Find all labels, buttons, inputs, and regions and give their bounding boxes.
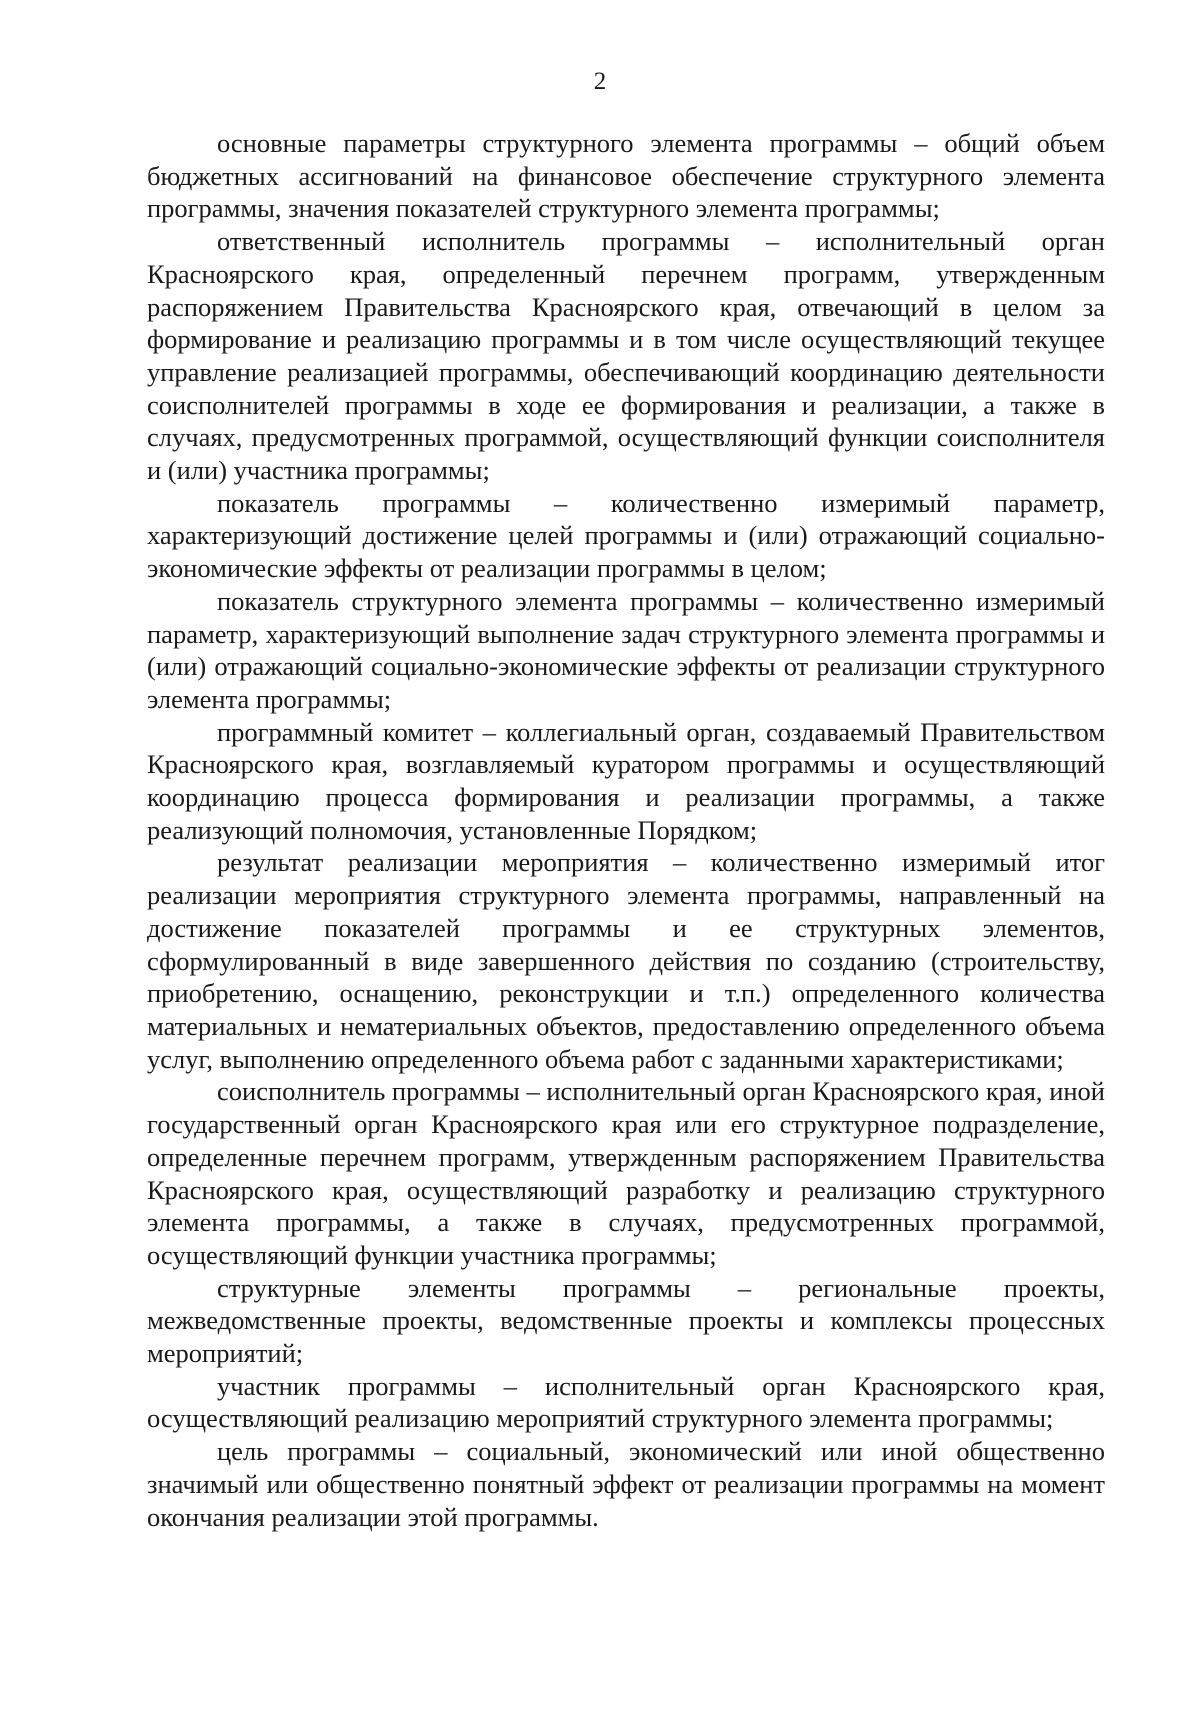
paragraph-program-committee: программный комитет – коллегиальный орган, создаваемый Правительством Красноярского края, возглавляемый куратором программы и осуществляющий координацию процесса формирования и реализации программы, а также реализующий полномочия, установленные Порядком;: [147, 716, 1105, 845]
paragraph-co-executor: соисполнитель программы – исполнительный орган Красноярского края, иной государственный орган Красноярского края или его структурное подразделение, определенные перечнем программ, утвержденным распоряжением Правительства Красноярского края, осуществляющий разработку и реализацию структурного элемента программы, а также в случаях, предусмотренных программой, осуществляющий функции участника программы;: [147, 1076, 1105, 1270]
paragraph-program-participant: участник программы – исполнительный орган Красноярского края, осуществляющий реализацию мероприятий структурного элемента программы;: [147, 1370, 1105, 1434]
paragraph-structural-element-indicator: показатель структурного элемента программы – количественно измеримый параметр, характеризующий выполнение задач структурного элемента программы и (или) отражающий социально-экономические эффекты от реализации структурного элемента программы;: [147, 585, 1105, 714]
paragraph-measure-result: результат реализации мероприятия – количественно измеримый итог реализации мероприятия структурного элемента программы, направленный на достижение показателей программы и ее структурных элементов, сформулированный в виде завершенного действия по созданию (строительству, приобретению, оснащению, реконструкции и т.п.) определенного количества материальных и нематериальных объектов, предоставлению определенного объема услуг, выполнению определенного объема работ с заданными характеристиками;: [147, 847, 1105, 1074]
document-body: [147, 127, 1105, 1533]
paragraph-program-indicator: показатель программы – количественно измеримый параметр, характеризующий достижение целей программы и (или) отражающий социально-экономические эффекты от реализации программы в целом;: [147, 487, 1105, 584]
paragraph-program-goal: цель программы – социальный, экономический или иной общественно значимый или общественно понятный эффект от реализации программы на момент окончания реализации этой программы.: [147, 1436, 1105, 1532]
page-number: 2: [593, 68, 607, 95]
paragraph-basic-parameters: основные параметры структурного элемента программы – общий объем бюджетных ассигнований на финансовое обеспечение структурного элемента программы, значения показателей структурного элемента программы;: [147, 128, 1105, 224]
paragraph-structural-elements: структурные элементы программы – региональные проекты, межведомственные проекты, ведомственные проекты и комплексы процессных мероприятий;: [147, 1272, 1105, 1369]
paragraph-responsible-executor: ответственный исполнитель программы – исполнительный орган Красноярского края, определенный перечнем программ, утвержденным распоряжением Правительства Красноярского края, отвечающий в целом за формирование и реализацию программы и в том числе осуществляющий текущее управление реализацией программы, обеспечивающий координацию деятельности соисполнителей программы в ходе ее формирования и реализации, а также в случаях, предусмотренных программой, осуществляющий функции соисполнителя и (или) участника программы;: [147, 226, 1105, 486]
